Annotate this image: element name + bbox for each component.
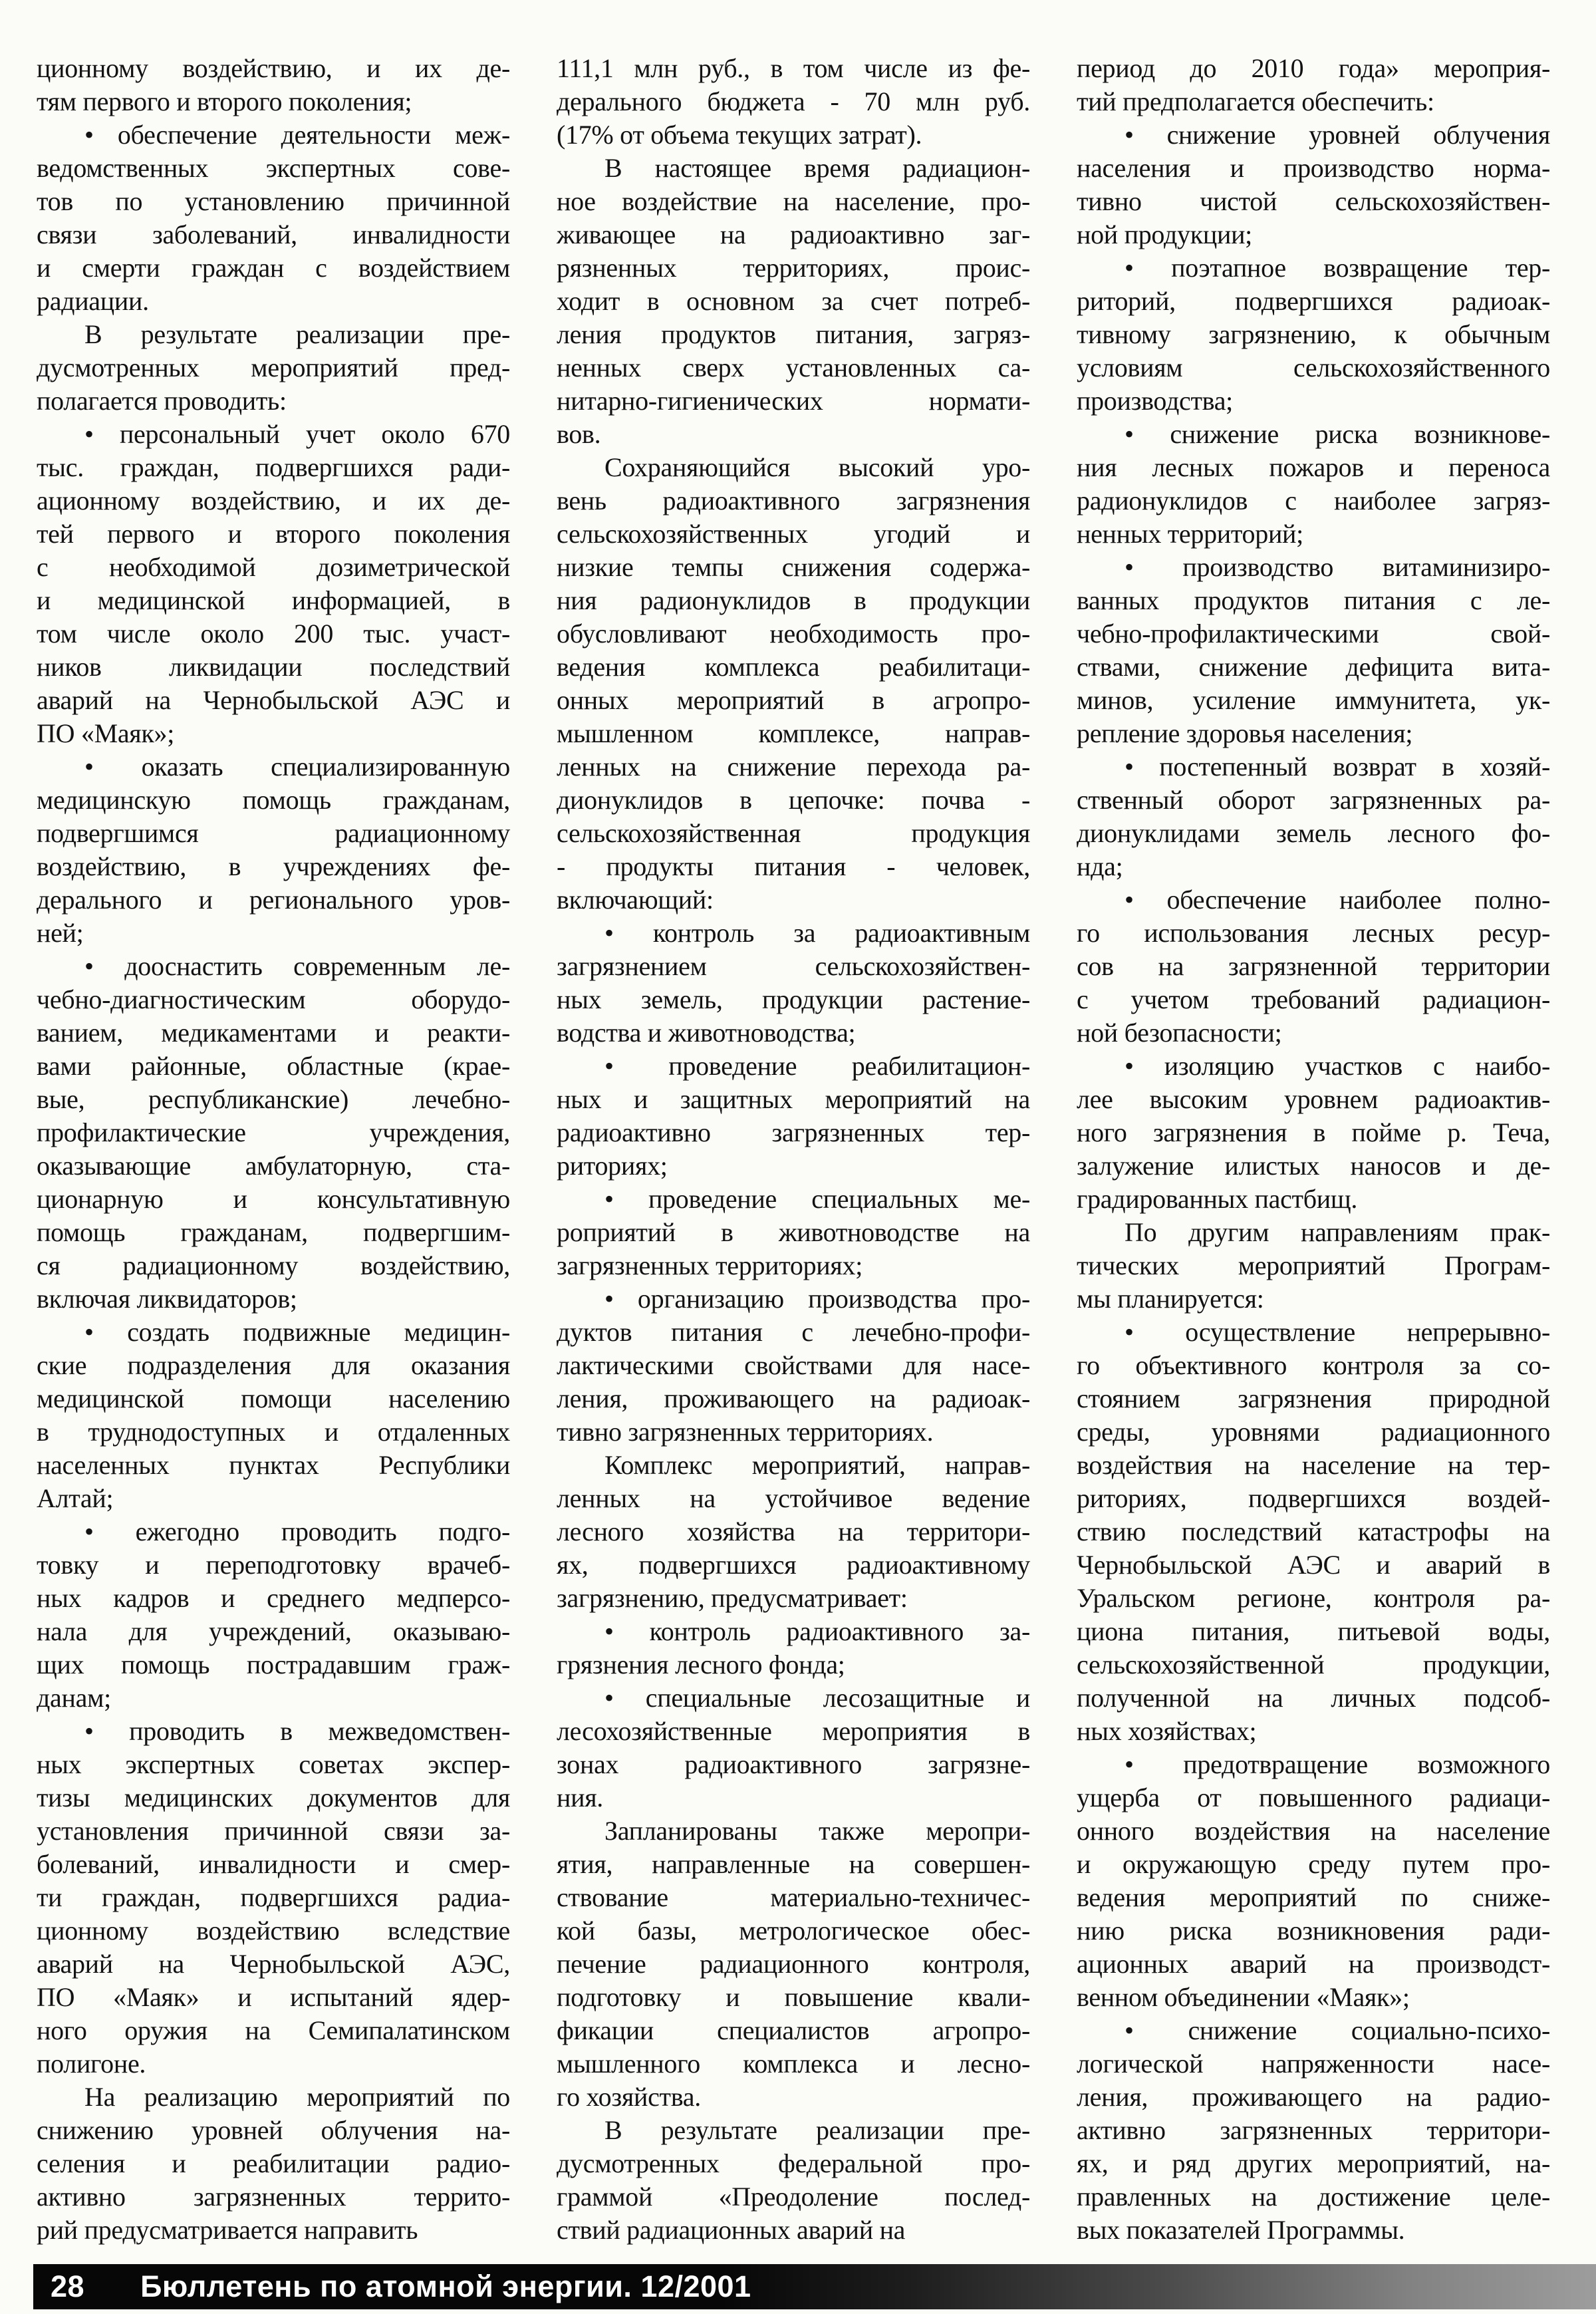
bullet-paragraph — [557, 1050, 1030, 1183]
text-line: ного загрязнения в пойме р. Теча, — [1077, 1117, 1550, 1147]
paragraph — [37, 318, 510, 418]
text-line: Алтай; — [37, 1483, 114, 1513]
footer-bar — [33, 2264, 1596, 2309]
text-line: вами районные, областные (крае- — [37, 1051, 510, 1081]
text-line: мы планируется: — [1077, 1284, 1264, 1314]
text-columns — [37, 52, 1550, 2247]
text-line: ненных сверх установленных са- — [557, 353, 1030, 382]
text-line: и медицинской информацией, в — [37, 585, 510, 615]
text-line: мышленного комплекса и лесно- — [557, 2049, 1030, 2079]
text-line: ях, и ряд других мероприятий, на- — [1077, 2148, 1550, 2178]
paragraph — [557, 1814, 1030, 2114]
text-line: мышленном комплексе, направ- — [557, 718, 1030, 748]
paragraph — [557, 52, 1030, 152]
bullet-paragraph — [1077, 883, 1550, 1050]
text-line: радиоактивно загрязненных тер- — [557, 1117, 1030, 1147]
text-line: фикации специалистов агропро- — [557, 2015, 1030, 2045]
text-line: Чернобыльской АЭС и аварий в — [1077, 1550, 1550, 1580]
bullet-paragraph — [37, 118, 510, 318]
text-line: • осуществление непрерывно- — [1125, 1317, 1550, 1347]
text-line: лее высоким уровнем радиоактив- — [1077, 1084, 1550, 1114]
text-line: населения и производство норма- — [1077, 153, 1550, 183]
text-line: онных мероприятий в агропро- — [557, 685, 1030, 715]
text-line: живающее на радиоактивно заг- — [557, 219, 1030, 249]
text-line: дерального и регионального уров- — [37, 885, 510, 915]
text-line: граммой «Преодоление послед- — [557, 2182, 1030, 2212]
text-column — [1077, 52, 1550, 2247]
text-line: • проведение реабилитацион- — [604, 1051, 1030, 1081]
bullet-paragraph — [1077, 118, 1550, 251]
bullet-paragraph — [557, 1615, 1030, 1681]
text-line: ствий радиационных аварий на — [557, 2215, 906, 2245]
text-line: залужение илистых наносов и де- — [1077, 1151, 1550, 1181]
bullet-paragraph — [1077, 1316, 1550, 1748]
text-line: лесохозяйственные мероприятия в — [557, 1716, 1030, 1746]
text-line: сов на загрязненной территории — [1077, 951, 1550, 981]
text-line: зонах радиоактивного загрязне- — [557, 1749, 1030, 1779]
page-number: 28 — [51, 2269, 85, 2303]
text-line: ПО «Маяк»; — [37, 718, 175, 748]
bullet-paragraph — [37, 950, 510, 1316]
text-line: 111,1 млн руб., в том числе из фе- — [557, 53, 1030, 83]
text-line: дуктов питания с лечебно-профи- — [557, 1317, 1030, 1347]
text-line: и смерти граждан с воздействием — [37, 253, 510, 283]
text-line: рий предусматривается направить — [37, 2215, 418, 2245]
text-line: Запланированы также меропри- — [604, 1816, 1030, 1846]
text-line: радиации. — [37, 286, 149, 316]
text-line: полигоне. — [37, 2049, 146, 2079]
text-line: загрязнению, предусматривает: — [557, 1583, 908, 1613]
text-line: полученной на личных подсоб- — [1077, 1683, 1550, 1713]
paragraph — [1077, 52, 1550, 118]
text-line: • оказать специализированную — [84, 752, 510, 782]
text-line: медицинскую помощь гражданам, — [37, 785, 510, 815]
text-line: В результате реализации пре- — [84, 319, 510, 349]
paragraph — [1077, 1216, 1550, 1316]
text-line: ления, проживающего на радио- — [1077, 2082, 1550, 2112]
text-line: радионуклидов с наиболее загряз- — [1077, 486, 1550, 515]
text-line: тям первого и второго поколения; — [37, 86, 412, 116]
bullet-paragraph — [1077, 251, 1550, 418]
text-line: снижению уровней облучения на- — [37, 2115, 510, 2145]
text-line: ведения мероприятий по сниже- — [1077, 1882, 1550, 1912]
bullet-paragraph — [1077, 750, 1550, 883]
text-line: тей первого и второго поколения — [37, 519, 510, 549]
text-line: риторий, подвергшихся радиоак- — [1077, 286, 1550, 316]
text-line: нда; — [1077, 851, 1123, 881]
text-line: ния. — [557, 1783, 604, 1812]
text-line: ся радиационному воздействию, — [37, 1250, 510, 1280]
text-line: • изоляцию участков с наибо- — [1125, 1051, 1550, 1081]
text-line: • поэтапное возвращение тер- — [1125, 253, 1550, 283]
text-line: нию риска возникновения ради- — [1077, 1916, 1550, 1946]
text-line: тивно загрязненных территориях. — [557, 1417, 934, 1447]
text-line: селения и реабилитации радио- — [37, 2148, 510, 2178]
text-line: логической напряженности насе- — [1077, 2049, 1550, 2079]
text-line: • организацию производства про- — [604, 1284, 1030, 1314]
text-line: ных экспертных советах экспер- — [37, 1749, 510, 1779]
text-line: подготовку и повышение квали- — [557, 1982, 1030, 2012]
text-line: ных и защитных мероприятий на — [557, 1084, 1030, 1114]
text-line: го хозяйства. — [557, 2082, 701, 2112]
text-line: нала для учреждений, оказываю- — [37, 1616, 510, 1646]
text-line: минов, усиление иммунитета, ук- — [1077, 685, 1550, 715]
paragraph — [557, 1449, 1030, 1615]
bullet-paragraph — [557, 917, 1030, 1050]
bullet-paragraph — [37, 418, 510, 750]
text-line: сельскохозяйственных угодий и — [557, 519, 1030, 549]
text-line: сельскохозяйственной продукции, — [1077, 1650, 1550, 1679]
text-line: (17% от объема текущих затрат). — [557, 120, 922, 150]
text-column — [557, 52, 1030, 2247]
journal-title: Бюллетень по атомной энергии. 12/2001 — [140, 2269, 751, 2303]
text-line: дионуклидов в цепочке: почва - — [557, 785, 1030, 815]
text-line: и окружающую среду путем про- — [1077, 1849, 1550, 1879]
text-line: ти граждан, подвергшихся радиа- — [37, 1882, 510, 1912]
paragraph — [557, 451, 1030, 917]
text-line: загрязнением сельскохозяйствен- — [557, 951, 1030, 981]
text-line: тивно чистой сельскохозяйствен- — [1077, 186, 1550, 216]
text-line: полагается проводить: — [37, 386, 287, 416]
text-line: На реализацию мероприятий по — [84, 2082, 510, 2112]
text-line: тий предполагается обеспечить: — [1077, 86, 1434, 116]
text-line: кой базы, метрологическое обес- — [557, 1916, 1030, 1946]
text-line: с необходимой дозиметрической — [37, 552, 510, 582]
bullet-paragraph — [1077, 1050, 1550, 1216]
text-line: • контроль радиоактивного за- — [604, 1616, 1030, 1646]
bullet-paragraph — [557, 1282, 1030, 1449]
text-line: тыс. граждан, подвергшихся ради- — [37, 452, 510, 482]
text-line: • ежегодно проводить подго- — [84, 1517, 510, 1546]
text-line: Уральском регионе, контроля ра- — [1077, 1583, 1550, 1613]
text-line: ционному воздействию вследствие — [37, 1916, 510, 1946]
paragraph — [37, 2081, 510, 2247]
text-line: • обеспечение наиболее полно- — [1125, 885, 1550, 915]
text-line: • персональный учет около 670 — [84, 419, 510, 449]
text-line: дерального бюджета - 70 млн руб. — [557, 86, 1030, 116]
text-line: с учетом требований радиацион- — [1077, 984, 1550, 1014]
text-line: ствию последствий катастрофы на — [1077, 1517, 1550, 1546]
text-line: ных хозяйствах; — [1077, 1716, 1257, 1746]
text-line: ходит в основном за счет потреб- — [557, 286, 1030, 316]
text-line: • постепенный возврат в хозяй- — [1125, 752, 1550, 782]
text-line: активно загрязненных территори- — [1077, 2115, 1550, 2145]
bullet-paragraph — [1077, 551, 1550, 750]
paragraph — [557, 2114, 1030, 2247]
text-line: лесного хозяйства на территори- — [557, 1517, 1030, 1546]
text-line: данам; — [37, 1683, 111, 1713]
paragraph — [557, 152, 1030, 451]
text-line: ния лесных пожаров и переноса — [1077, 452, 1550, 482]
text-line: го объективного контроля за со- — [1077, 1350, 1550, 1380]
text-line: репление здоровья населения; — [1077, 718, 1413, 748]
text-line: дусмотренных федеральной про- — [557, 2148, 1030, 2178]
text-line: ационных аварий на производст- — [1077, 1949, 1550, 1979]
text-line: вов. — [557, 419, 601, 449]
text-line: • снижение уровней облучения — [1125, 120, 1550, 150]
text-line: ведомственных экспертных сове- — [37, 153, 510, 183]
text-line: помощь гражданам, подвергшим- — [37, 1217, 510, 1247]
text-line: ных кадров и среднего медперсо- — [37, 1583, 510, 1613]
text-line: Сохраняющийся высокий уро- — [604, 452, 1030, 482]
text-line: • обеспечение деятельности меж- — [84, 120, 510, 150]
text-line: установления причинной связи за- — [37, 1816, 510, 1846]
text-line: дусмотренных мероприятий пред- — [37, 353, 510, 382]
text-line: вых показателей Программы. — [1077, 2215, 1405, 2245]
text-line: онного воздействия на население — [1077, 1816, 1550, 1846]
text-line: ях, подвергшихся радиоактивному — [557, 1550, 1030, 1580]
text-line: ной безопасности; — [1077, 1018, 1282, 1048]
text-line: рязненных территориях, проис- — [557, 253, 1030, 283]
text-line: роприятий в животноводстве на — [557, 1217, 1030, 1247]
text-line: ванием, медикаментами и реакти- — [37, 1018, 510, 1048]
text-line: • снижение риска возникнове- — [1125, 419, 1550, 449]
text-line: аварий на Чернобыльской АЭС и — [37, 685, 510, 715]
text-line: ционарную и консультативную — [37, 1184, 510, 1214]
text-line: ственный оборот загрязненных ра- — [1077, 785, 1550, 815]
text-line: ционному воздействию, и их де- — [37, 53, 510, 83]
text-column — [37, 52, 510, 2247]
text-line: • проведение специальных ме- — [604, 1184, 1030, 1214]
text-line: в труднодоступных и отдаленных — [37, 1417, 510, 1447]
text-line: болеваний, инвалидности и смер- — [37, 1849, 510, 1879]
text-line: чебно-диагностическим оборудо- — [37, 984, 510, 1014]
text-line: обусловливают необходимость про- — [557, 619, 1030, 649]
text-line: среды, уровнями радиационного — [1077, 1417, 1550, 1447]
text-line: включающий: — [557, 885, 714, 915]
text-line: ПО «Маяк» и испытаний ядер- — [37, 1982, 510, 2012]
bullet-paragraph — [37, 1715, 510, 2081]
text-line: сельскохозяйственная продукция — [557, 818, 1030, 848]
text-line: ванных продуктов питания с ле- — [1077, 585, 1550, 615]
text-line: активно загрязненных террито- — [37, 2182, 510, 2212]
text-line: В результате реализации пре- — [604, 2115, 1030, 2145]
text-line: риториях, подвергшихся воздей- — [1077, 1483, 1550, 1513]
text-line: • создать подвижные медицин- — [84, 1317, 510, 1347]
text-line: ния радионуклидов в продукции — [557, 585, 1030, 615]
text-line: товку и переподготовку врачеб- — [37, 1550, 510, 1580]
text-line: вые, республиканские) лечебно- — [37, 1084, 510, 1114]
bullet-paragraph — [1077, 1748, 1550, 2014]
text-line: водства и животноводства; — [557, 1018, 856, 1048]
text-line: ления продуктов питания, загряз- — [557, 319, 1030, 349]
text-line: включая ликвидаторов; — [37, 1284, 297, 1314]
text-line: низкие темпы снижения содержа- — [557, 552, 1030, 582]
text-line: правленных на достижение целе- — [1077, 2182, 1550, 2212]
text-line: стоянием загрязнения природной — [1077, 1383, 1550, 1413]
text-line: тических мероприятий Програм- — [1077, 1250, 1550, 1280]
bullet-paragraph — [557, 1183, 1030, 1282]
text-line: венном объединении «Маяк»; — [1077, 1982, 1410, 2012]
text-line: населенных пунктах Республики — [37, 1450, 510, 1480]
text-line: ствование материально-техничес- — [557, 1882, 1030, 1912]
text-line: условиям сельскохозяйственного — [1077, 353, 1550, 382]
text-line: В настоящее время радиацион- — [604, 153, 1030, 183]
text-line: период до 2010 года» мероприя- — [1077, 53, 1550, 83]
text-line: аварий на Чернобыльской АЭС, — [37, 1949, 510, 1979]
text-line: ней; — [37, 918, 84, 948]
text-line: подвергшимся радиационному — [37, 818, 510, 848]
text-line: ненных территорий; — [1077, 519, 1303, 549]
text-line: риториях; — [557, 1151, 668, 1181]
text-line: тов по установлению причинной — [37, 186, 510, 216]
text-line: • специальные лесозащитные и — [604, 1683, 1030, 1713]
text-line: ления, проживающего на радиоак- — [557, 1383, 1030, 1413]
bullet-paragraph — [37, 750, 510, 950]
text-line: печение радиационного контроля, — [557, 1949, 1030, 1979]
text-line: тизы медицинских документов для — [37, 1783, 510, 1812]
paragraph — [37, 52, 510, 118]
bullet-paragraph — [37, 1515, 510, 1715]
text-line: тивному загрязнению, к обычным — [1077, 319, 1550, 349]
text-line: ские подразделения для оказания — [37, 1350, 510, 1380]
text-line: медицинской помощи населению — [37, 1383, 510, 1413]
text-line: том числе около 200 тыс. участ- — [37, 619, 510, 649]
text-line: циона питания, питьевой воды, — [1077, 1616, 1550, 1646]
text-line: дионуклидами земель лесного фо- — [1077, 818, 1550, 848]
text-line: • проводить в межведомствен- — [84, 1716, 510, 1746]
text-line: • контроль за радиоактивным — [604, 918, 1030, 948]
text-line: ного оружия на Семипалатинском — [37, 2015, 510, 2045]
text-line: ствами, снижение дефицита вита- — [1077, 652, 1550, 682]
text-line: ационному воздействию, и их де- — [37, 486, 510, 515]
text-line: вень радиоактивного загрязнения — [557, 486, 1030, 515]
text-line: профилактические учреждения, — [37, 1117, 510, 1147]
text-line: ленных на снижение перехода ра- — [557, 752, 1030, 782]
text-line: • дооснастить современным ле- — [84, 951, 510, 981]
text-line: грязнения лесного фонда; — [557, 1650, 845, 1679]
text-line: • снижение социально-психо- — [1125, 2015, 1550, 2045]
text-line: - продукты питания - человек, — [557, 851, 1030, 881]
text-line: Комплекс мероприятий, направ- — [604, 1450, 1030, 1480]
text-line: связи заболеваний, инвалидности — [37, 219, 510, 249]
text-line: ленных на устойчивое ведение — [557, 1483, 1030, 1513]
bullet-paragraph — [557, 1681, 1030, 1814]
text-line: воздействия на население на тер- — [1077, 1450, 1550, 1480]
text-line: ведения комплекса реабилитаци- — [557, 652, 1030, 682]
text-line: По другим направлениям прак- — [1125, 1217, 1550, 1247]
text-line: • производство витаминизиро- — [1125, 552, 1550, 582]
text-line: загрязненных территориях; — [557, 1250, 863, 1280]
text-line: нитарно-гигиенических нормати- — [557, 386, 1030, 416]
text-line: чебно-профилактическими свой- — [1077, 619, 1550, 649]
text-line: ущерба от повышенного радиаци- — [1077, 1783, 1550, 1812]
text-line: го использования лесных ресур- — [1077, 918, 1550, 948]
text-line: ной продукции; — [1077, 219, 1252, 249]
text-line: ятия, направленные на совершен- — [557, 1849, 1030, 1879]
text-line: оказывающие амбулаторную, ста- — [37, 1151, 510, 1181]
bullet-paragraph — [1077, 418, 1550, 551]
text-line: производства; — [1077, 386, 1233, 416]
text-line: лактическими свойствами для насе- — [557, 1350, 1030, 1380]
bullet-paragraph — [1077, 2014, 1550, 2247]
text-line: ное воздействие на население, про- — [557, 186, 1030, 216]
text-line: воздействию, в учреждениях фе- — [37, 851, 510, 881]
text-line: ных земель, продукции растение- — [557, 984, 1030, 1014]
text-line: • предотвращение возможного — [1125, 1749, 1550, 1779]
text-line: ников ликвидации последствий — [37, 652, 510, 682]
bullet-paragraph — [37, 1316, 510, 1515]
text-line: щих помощь пострадавшим граж- — [37, 1650, 510, 1679]
text-line: градированных пастбищ. — [1077, 1184, 1358, 1214]
